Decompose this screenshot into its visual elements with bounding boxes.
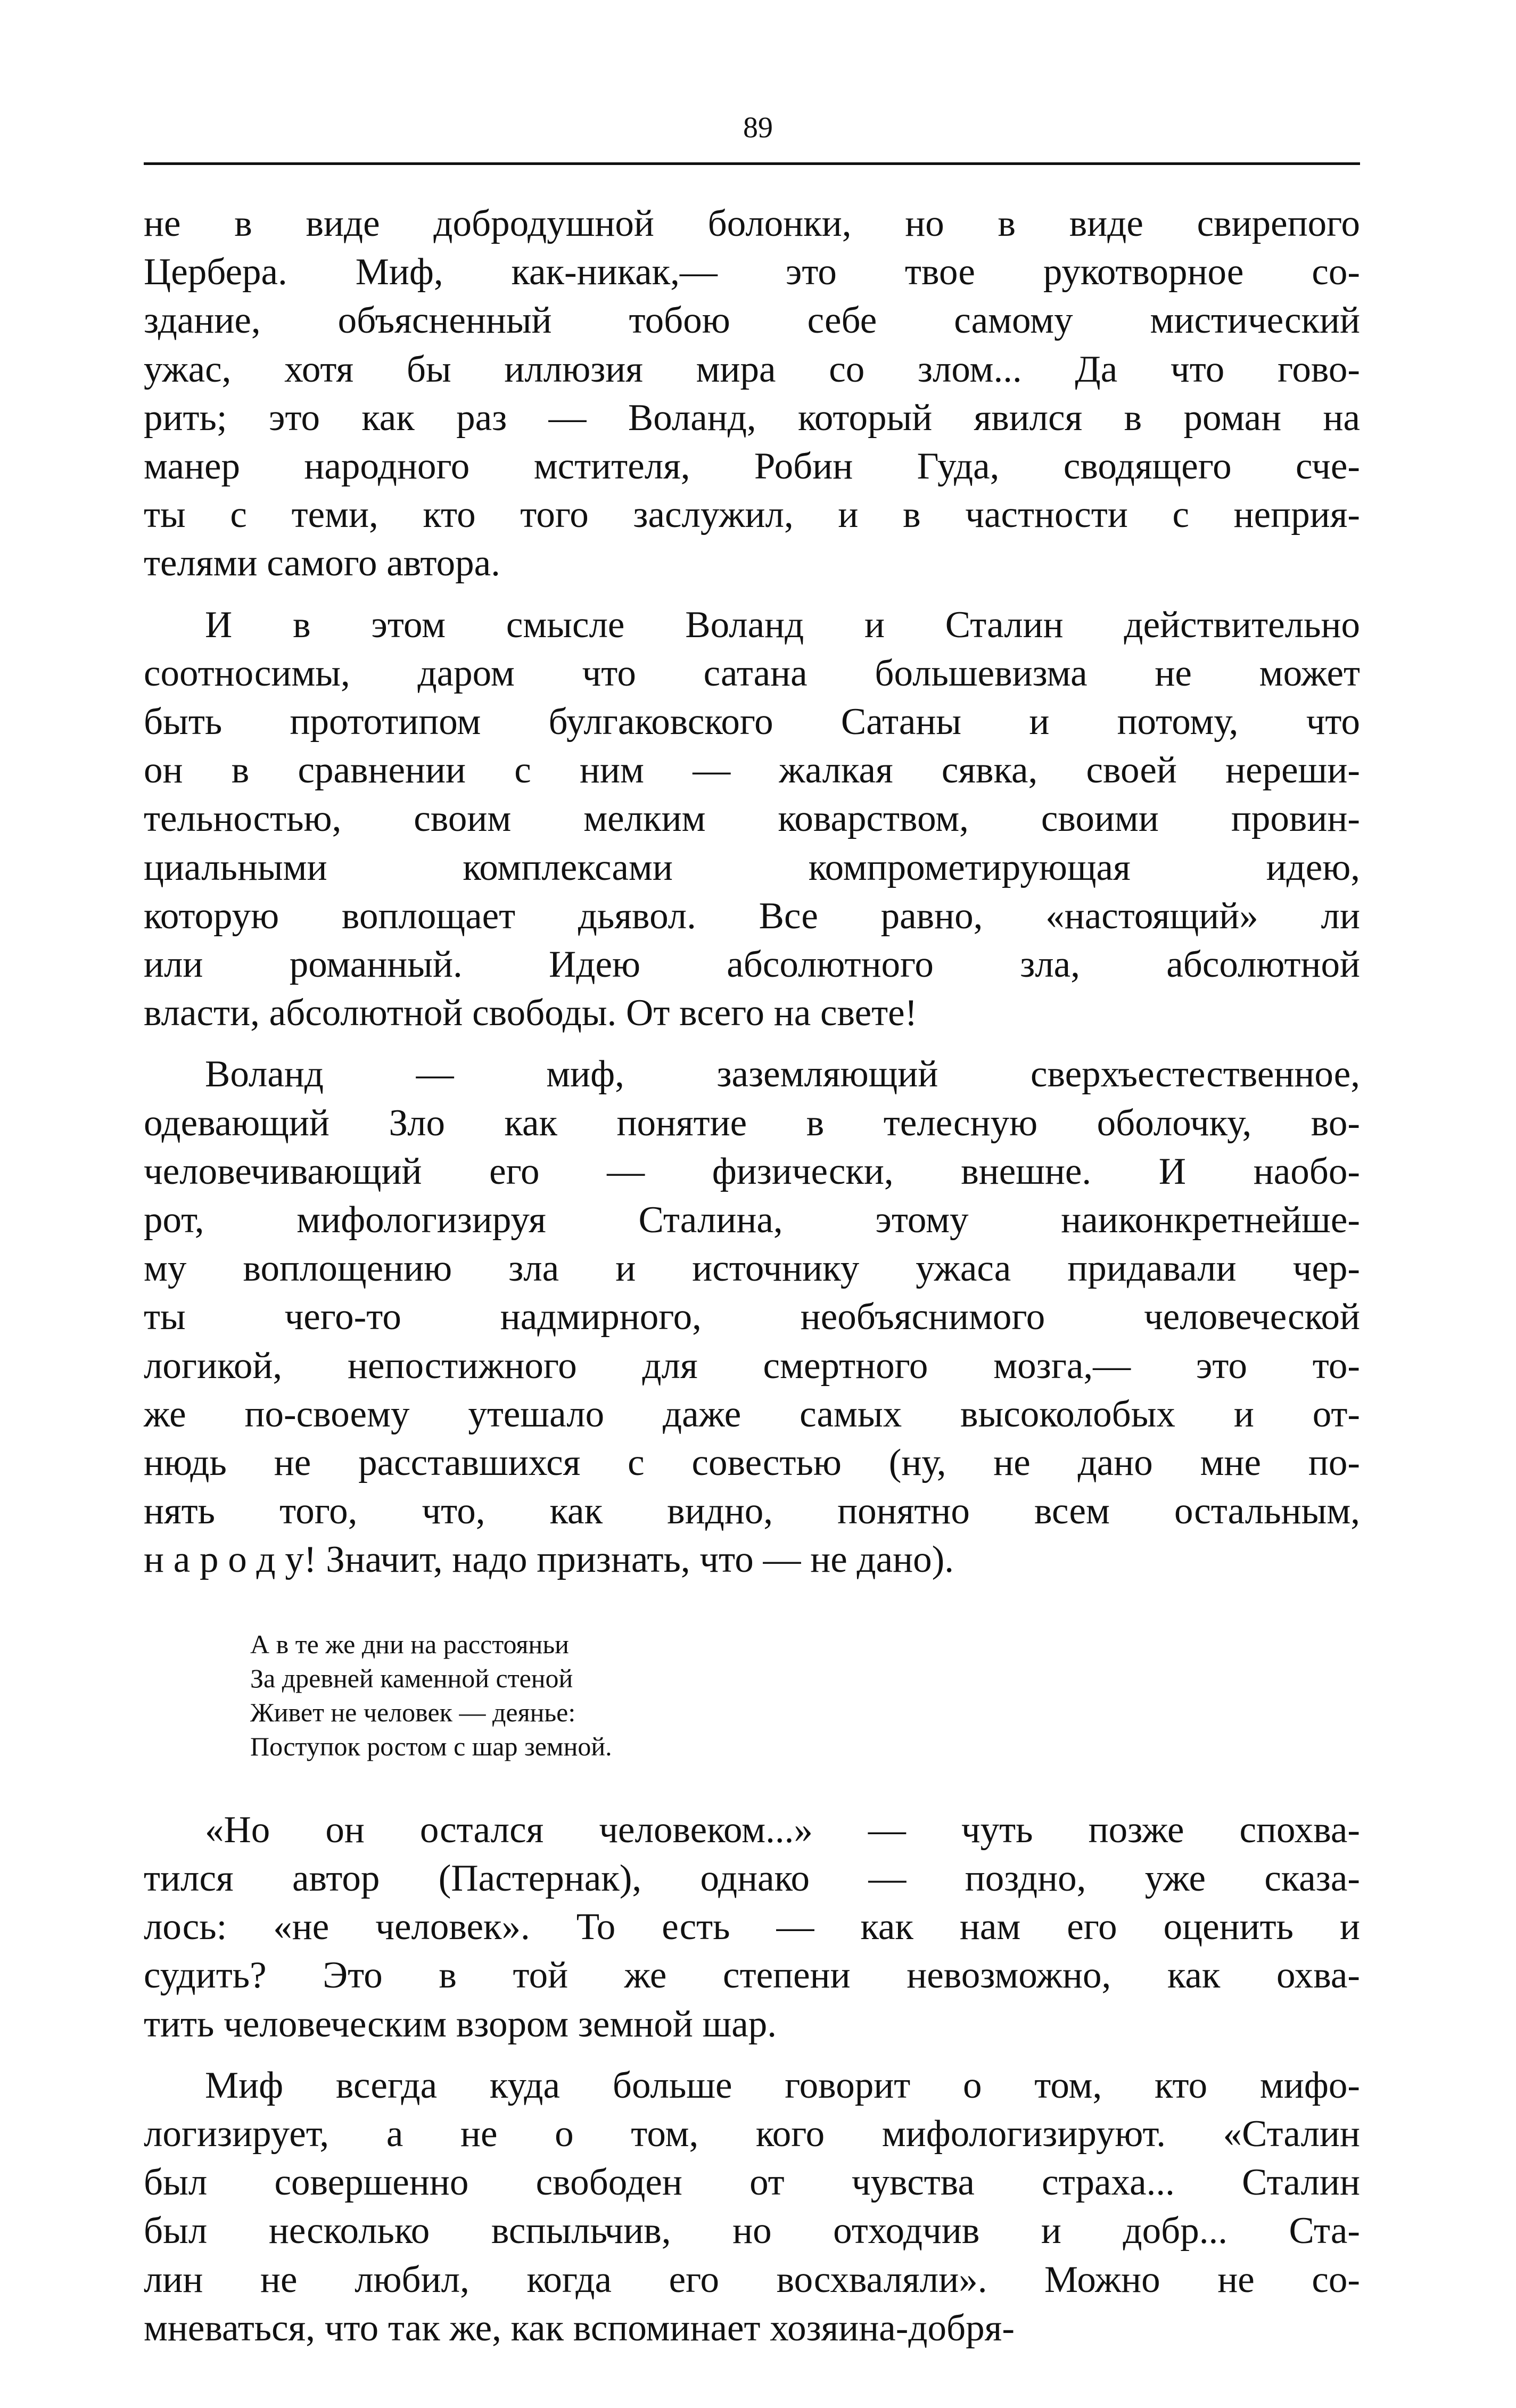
text-line: ты чего-то надмирного, необъяснимого человеческой bbox=[144, 1296, 1360, 1338]
poem-line: Поступок ростом с шар земной. bbox=[250, 1731, 612, 1761]
text-line: соотносимы, даром что сатана большевизма не может bbox=[144, 652, 1360, 694]
text-line: тить человеческим взором земной шар. bbox=[144, 2003, 777, 2045]
text-line: же по-своему утешало даже самых высоколобых и от- bbox=[144, 1393, 1360, 1435]
text-line: был несколько вспыльчив, но отходчив и добр... Ста- bbox=[144, 2210, 1360, 2252]
text-line: манер народного мстителя, Робин Гуда, сводящего сче- bbox=[144, 446, 1360, 488]
paragraph bbox=[144, 1806, 1360, 2049]
text-line: он в сравнении с ним — жалкая сявка, своей нереши- bbox=[144, 749, 1360, 791]
text-line: нять того, что, как видно, понятно всем остальным, bbox=[144, 1490, 1360, 1532]
text-line: Миф всегда куда больше говорит о том, кто мифо- bbox=[205, 2064, 1360, 2106]
text-line: Цербера. Миф, как-никак,— это твое рукотворное со- bbox=[144, 251, 1360, 293]
text-line: И в этом смысле Воланд и Сталин действительно bbox=[205, 604, 1360, 646]
text-line: власти, абсолютной свободы. От всего на свете! bbox=[144, 992, 918, 1034]
text-line: «Но он остался человеком...» — чуть позже спохва- bbox=[205, 1809, 1360, 1851]
text-line: лось: «не человек». То есть — как нам его оценить и bbox=[144, 1906, 1360, 1948]
paragraph bbox=[144, 601, 1360, 1038]
poem-quote bbox=[250, 1585, 1360, 1806]
text-line: лин не любил, когда его восхваляли». Можно не со- bbox=[144, 2258, 1360, 2300]
poem-line: За древней каменной стеной bbox=[250, 1663, 573, 1693]
text-line: был совершенно свободен от чувства страха... Сталин bbox=[144, 2162, 1360, 2204]
text-line: Воланд — миф, заземляющий сверхъестественное, bbox=[205, 1053, 1360, 1095]
text-line: му воплощению зла и источнику ужаса придавали чер- bbox=[144, 1248, 1360, 1290]
paragraphs-after-poem bbox=[144, 1806, 1360, 2353]
text-line: нюдь не расставшихся с совестью (ну, не дано мне по- bbox=[144, 1442, 1360, 1484]
text-line: рот, мифологизируя Сталина, этому наиконкретнейше- bbox=[144, 1199, 1360, 1241]
text-line: циальными комплексами компрометирующая идею, bbox=[144, 846, 1360, 888]
text-line: мневаться, что так же, как вспоминает хозяина-добря- bbox=[144, 2307, 1015, 2349]
header-rule bbox=[144, 162, 1360, 165]
text-line: человечивающий его — физически, внешне. И наобо- bbox=[144, 1150, 1360, 1192]
poem-line: А в те же дни на расстояньи bbox=[250, 1629, 569, 1659]
text-line: здание, объясненный тобою себе самому мистический bbox=[144, 300, 1360, 342]
paragraph bbox=[144, 200, 1360, 588]
text-line: или романный. Идею абсолютного зла, абсолютной bbox=[144, 944, 1360, 986]
text-line: не в виде добродушной болонки, но в виде свирепого bbox=[144, 203, 1360, 244]
text-line: одевающий Зло как понятие в телесную оболочку, во- bbox=[144, 1102, 1360, 1144]
text-line: н а р о д у! Значит, надо признать, что — не дано). bbox=[144, 1539, 954, 1581]
paragraphs-before-poem bbox=[144, 200, 1360, 1585]
page-number: 89 bbox=[743, 111, 773, 144]
body-text bbox=[144, 200, 1360, 2353]
poem-line: Живет не человек — деянье: bbox=[250, 1697, 576, 1727]
text-line: быть прототипом булгаковского Сатаны и потому, что bbox=[144, 701, 1360, 743]
paragraph bbox=[144, 1050, 1360, 1584]
text-line: тился автор (Пастернак), однако — поздно, уже сказа- bbox=[144, 1857, 1360, 1899]
text-line: ужас, хотя бы иллюзия мира со злом... Да что гово- bbox=[144, 348, 1360, 390]
text-line: ты с теми, кто того заслужил, и в частности с неприя- bbox=[144, 494, 1360, 536]
text-line: которую воплощает дьявол. Все равно, «настоящий» ли bbox=[144, 895, 1360, 937]
paragraph bbox=[144, 2061, 1360, 2353]
text-line: судить? Это в той же степени невозможно, как охва- bbox=[144, 1955, 1360, 1997]
text-line: логизирует, а не о том, кого мифологизируют. «Сталин bbox=[144, 2113, 1360, 2155]
text-line: рить; это как раз — Воланд, который явился в роман на bbox=[144, 397, 1360, 439]
text-line: тельностью, своим мелким коварством, своими провин- bbox=[144, 798, 1360, 840]
text-line: логикой, непостижного для смертного мозга,— это то- bbox=[144, 1345, 1360, 1387]
text-line: телями самого автора. bbox=[144, 542, 500, 584]
